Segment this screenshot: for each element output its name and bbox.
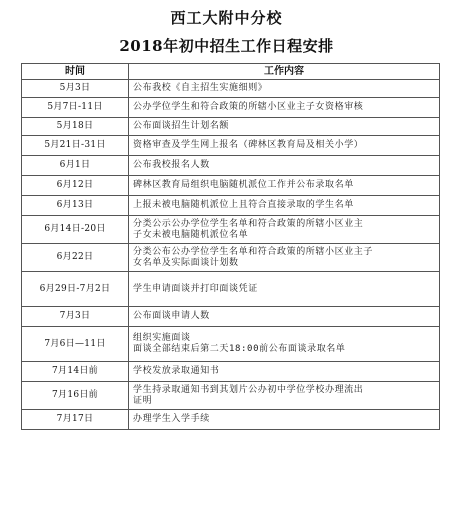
- school-name: 西工大附中分校: [170, 9, 283, 27]
- row-task: [129, 307, 440, 327]
- task-line: 分类公布公办学位学生名单和符合政策的所辖小区业主子: [133, 246, 374, 257]
- table-row: [22, 307, 440, 327]
- row-task: [129, 216, 440, 244]
- row-task: [129, 382, 440, 410]
- column-header-task: 工作内容: [129, 64, 440, 80]
- table-header-row: [22, 64, 440, 80]
- column-header-time: 时间: [22, 64, 129, 80]
- row-task: [129, 80, 440, 98]
- task-line: 公布面谈申请人数: [133, 311, 210, 321]
- task-line: 子女未被电脑随机派位名单: [133, 229, 249, 240]
- table-row: [22, 156, 440, 176]
- row-time: 6月1日: [22, 156, 129, 176]
- task-line: 证明: [133, 395, 153, 406]
- table-row: [22, 136, 440, 156]
- task-line: 办理学生入学手续: [133, 414, 210, 424]
- document-title: 2018年初中招生工作日程安排: [119, 37, 334, 55]
- row-time: 6月29日-7月2日: [22, 272, 129, 307]
- task-line: 分类公示公办学位学生名单和符合政策的所辖小区业主: [133, 218, 364, 229]
- row-task: [129, 136, 440, 156]
- table-row: [22, 327, 440, 362]
- task-line: 碑林区教育局组织电脑随机派位工作并公布录取名单: [133, 180, 354, 190]
- row-time: 5月18日: [22, 118, 129, 136]
- task-line: 上报未被电脑随机派位上且符合直接录取的学生名单: [133, 200, 354, 210]
- row-task: [129, 176, 440, 196]
- task-line: 学生申请面谈并打印面谈凭证: [133, 283, 258, 294]
- row-time: 6月12日: [22, 176, 129, 196]
- task-line: 公布我校报名人数: [133, 160, 210, 170]
- task-line: 学校发放录取通知书: [133, 366, 220, 376]
- row-time: 7月6日—11日: [22, 327, 129, 362]
- row-task: [129, 196, 440, 216]
- table-row: [22, 216, 440, 244]
- table-row: [22, 176, 440, 196]
- table-row: [22, 98, 440, 118]
- row-time: 7月14日前: [22, 362, 129, 382]
- row-time: 5月7日-11日: [22, 98, 129, 118]
- row-time: 5月21日-31日: [22, 136, 129, 156]
- row-task: [129, 98, 440, 118]
- row-task: [129, 362, 440, 382]
- row-time: 6月22日: [22, 244, 129, 272]
- task-line: 女名单及实际面谈计划数: [133, 257, 239, 268]
- task-line: 公布面谈招生计划名额: [133, 121, 230, 131]
- row-time: 7月17日: [22, 410, 129, 430]
- row-time: 5月3日: [22, 80, 129, 98]
- table-row: [22, 244, 440, 272]
- table-row: [22, 80, 440, 98]
- table-row: [22, 196, 440, 216]
- row-time: 6月13日: [22, 196, 129, 216]
- task-line: 面谈全部结束后第二天18:00前公布面谈录取名单: [133, 344, 346, 354]
- table-row: [22, 118, 440, 136]
- task-line: 学生持录取通知书到其划片公办初中学位学校办理流出: [133, 384, 364, 395]
- row-task: [129, 327, 440, 362]
- row-time: 7月16日前: [22, 382, 129, 410]
- table-row: [22, 272, 440, 307]
- table-row: [22, 410, 440, 430]
- row-task: [129, 410, 440, 430]
- task-line: 公布我校《自主招生实施细则》: [133, 83, 268, 93]
- schedule-table: [21, 63, 440, 430]
- row-time: 6月14日-20日: [22, 216, 129, 244]
- row-task: [129, 272, 440, 307]
- table-row: [22, 362, 440, 382]
- task-line: 组织实施面谈: [133, 333, 191, 343]
- row-task: [129, 156, 440, 176]
- row-time: 7月3日: [22, 307, 129, 327]
- task-line: 资格审查及学生网上报名（碑林区教育局及相关小学）: [133, 140, 364, 150]
- task-line: 公办学位学生和符合政策的所辖小区业主子女资格审核: [133, 102, 364, 112]
- row-task: [129, 118, 440, 136]
- row-task: [129, 244, 440, 272]
- table-row: [22, 382, 440, 410]
